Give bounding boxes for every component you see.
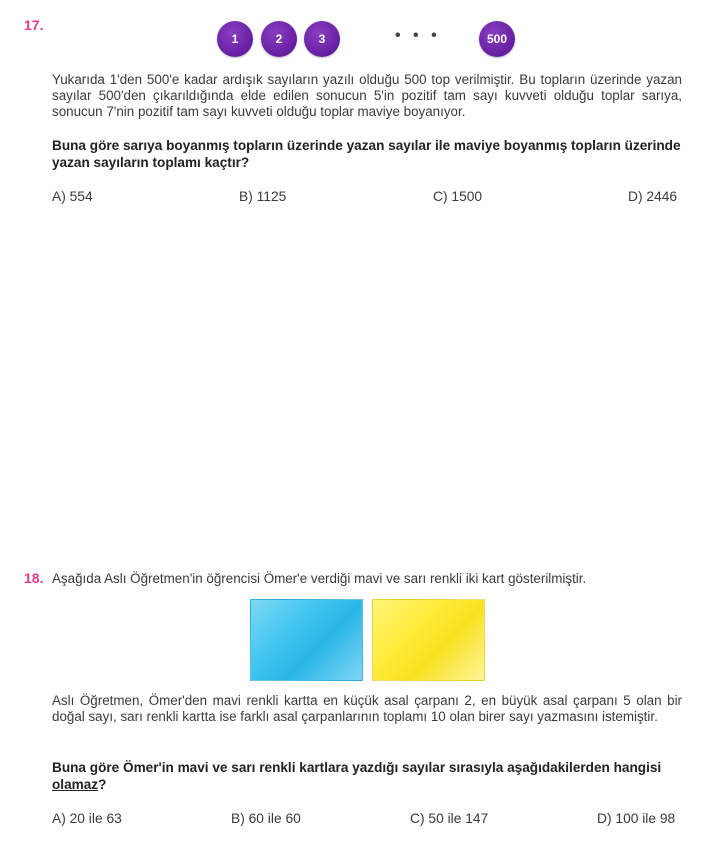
q17-statement: Yukarıda 1'den 500'e kadar ardışık sayıların yazılı olduğu 500 top verilmiştir. Bu topların üzerinde yazan sayılar 500'den çıkarıldığında elde edilen sonucun 5'in pozitif tam sayı kuvveti olduğu toplar sarıya, sonucun 7'nin pozitif tam sayı kuvveti olduğu toplar maviye boyanıyor. xyxy=(52,72,682,119)
ellipsis: • • • xyxy=(395,27,441,44)
q17-choices xyxy=(52,189,686,207)
q18-question-main: Buna göre Ömer'in mavi ve sarı renkli kartlara yazdığı sayılar sırasıyla aşağıdakilerden hangisi xyxy=(52,760,662,775)
ball-2: 2 xyxy=(261,21,297,57)
q18-question-emphasis: olamaz xyxy=(52,777,99,792)
yellow-card xyxy=(372,599,485,681)
q18-intro: Aşağıda Aslı Öğretmen'in öğrencisi Ömer'e verdiği mavi ve sarı renkli iki kart gösterilmiştir. xyxy=(52,571,587,586)
q18-choice-b[interactable]: B) 60 ile 60 xyxy=(231,811,301,826)
q18-choice-a[interactable]: A) 20 ile 63 xyxy=(52,811,122,826)
q18-choice-c[interactable]: C) 50 ile 147 xyxy=(410,811,489,826)
q17-choice-d[interactable]: D) 2446 xyxy=(628,189,678,204)
question-number-17: 17. xyxy=(24,17,44,33)
ball-1: 1 xyxy=(217,21,253,57)
q18-choices xyxy=(52,811,686,829)
ball-500: 500 xyxy=(479,21,515,57)
blue-card xyxy=(250,599,363,681)
q17-question: Buna göre sarıya boyanmış topların üzerinde yazan sayılar ile maviye boyanmış topların üzerinde yazan sayıların toplamı kaçtır? xyxy=(52,138,681,170)
q17-choice-a[interactable]: A) 554 xyxy=(52,189,93,204)
q18-statement: Aslı Öğretmen, Ömer'den mavi renkli kartta en küçük asal çarpanı 2, en büyük asal çarpanı 5 olan bir doğal sayı, sarı renkli kartta ise farklı asal çarpanlarının toplamı 10 olan birer sayı yazmasını istemiştir. xyxy=(52,693,682,724)
question-number-18: 18. xyxy=(24,570,44,586)
q17-choice-c[interactable]: C) 1500 xyxy=(433,189,483,204)
q17-choice-b[interactable]: B) 1125 xyxy=(239,189,287,204)
q18-question xyxy=(52,759,686,793)
q18-choice-d[interactable]: D) 100 ile 98 xyxy=(597,811,676,826)
q18-question-end: ? xyxy=(98,777,107,792)
ball-3: 3 xyxy=(304,21,340,57)
